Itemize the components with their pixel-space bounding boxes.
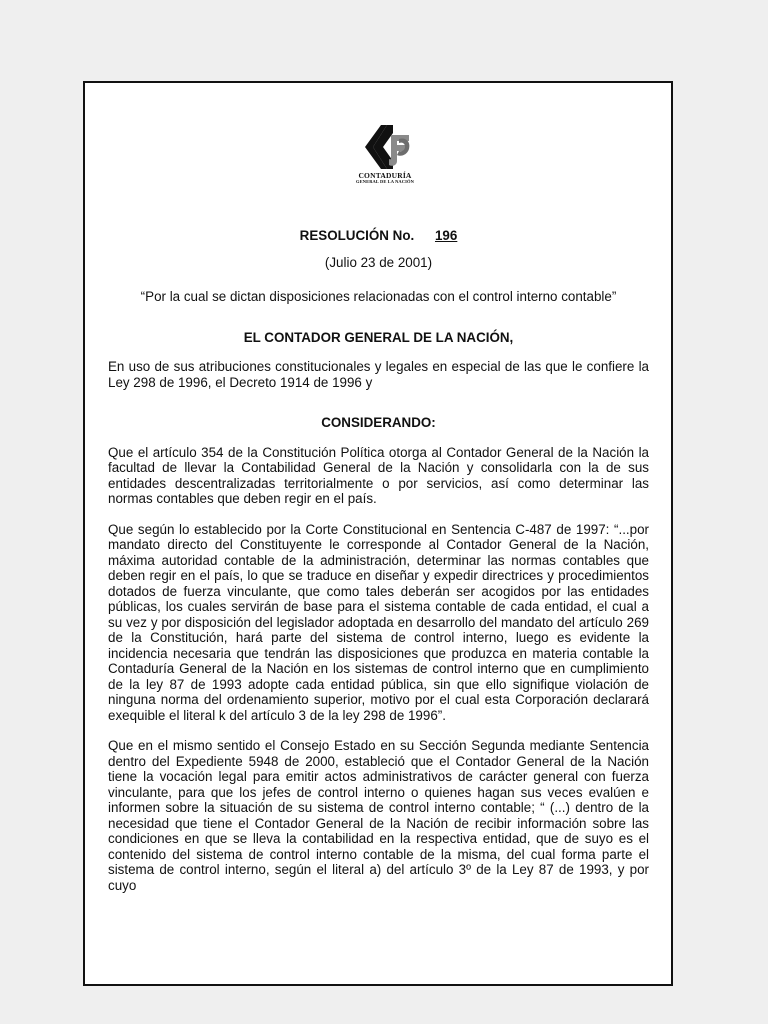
resolution-label: RESOLUCIÓN No. (299, 228, 415, 243)
considerando-paragraph-3: Que en el mismo sentido el Consejo Estado en su Sección Segunda mediante Sentencia dentro del Expediente 5948 de 2000, estableció que el Contador General de la Nación tiene la vocación legal para emitir actos administrativos de carácter general con fuerza vinculante, para que los jefes de control interno o quienes hagan sus veces evalúen e informen sobre la situación de su sistema de control interno contable; “ (...) dentro de la necesidad que tiene el Contador General de la Nación de recibir información sobre las condiciones en que se lleva la contabilidad en la respectiva entidad, que de suyo es el contenido del sistema de control interno contable de la misma, del cual forma parte el sistema de control interno, según el literal a) del artículo 3º de la Ley 87 de 1993, y por cuyo (108, 738, 649, 893)
preamble-paragraph: En uso de sus atribuciones constitucionales y legales en especial de las que le confiere la Ley 298 de 1996, el Decreto 1914 de 1996 y (108, 359, 649, 390)
considerando-paragraph-1: Que el artículo 354 de la Constitución Política otorga al Contador General de la Nación la facultad de llevar la Contabilidad General de la Nación y consolidarla con la de sus entidades descentralizadas territorialmente o por servicios, así como determinar las normas contables que deben regir en el país. (108, 444, 649, 506)
resolution-subject: “Por la cual se dictan disposiciones relacionadas con el control interno contable” (140, 289, 617, 304)
considerando-heading: CONSIDERANDO: (321, 415, 436, 430)
logo-name: CONTADURÍA (358, 171, 412, 180)
issuing-authority: EL CONTADOR GENERAL DE LA NACIÓN, (243, 329, 514, 345)
resolution-number: 196 (434, 228, 458, 243)
resolution-heading (108, 228, 649, 244)
contaduria-logo-mark-icon (343, 121, 427, 171)
considerando-paragraph-2: Que según lo establecido por la Corte Constitucional en Sentencia C-487 de 1997: “...por mandato directo del Constituyente le corresponde al Contador General de la Nación, máxima autoridad contable de la administración, determinar las normas contables que deben regir en el país, lo que se traduce en diseñar y expedir directrices y procedimientos dotados de fuerza vinculante, que como tales deberán ser acogidos por las entidades públicas, los cuales servirán de base para el sistema contable de cada entidad, el cual a su vez y por disposición del legislador adoptada en desarrollo del mandato del artículo 269 de la Constitución, hará parte del sistema de control interno, luego es evidente la incidencia necesaria que tendrán las disposiciones que produzca en materia contable la Contaduría General de la Nación en los sistemas de control interno que en cumplimiento de la ley 87 de 1993 adopte cada entidad pública, sin que ello signifique violación de ninguna norma del ordenamiento superior, motivo por el cual esta Corporación declarará exequible el literal k del artículo 3 de la ley 298 de 1996”. (108, 521, 649, 723)
document-body (108, 228, 649, 893)
contaduria-logo (343, 121, 427, 189)
document-page (83, 81, 673, 986)
logo-subtitle: GENERAL DE LA NACIÓN (356, 179, 414, 184)
resolution-date: (Julio 23 de 2001) (324, 254, 433, 270)
